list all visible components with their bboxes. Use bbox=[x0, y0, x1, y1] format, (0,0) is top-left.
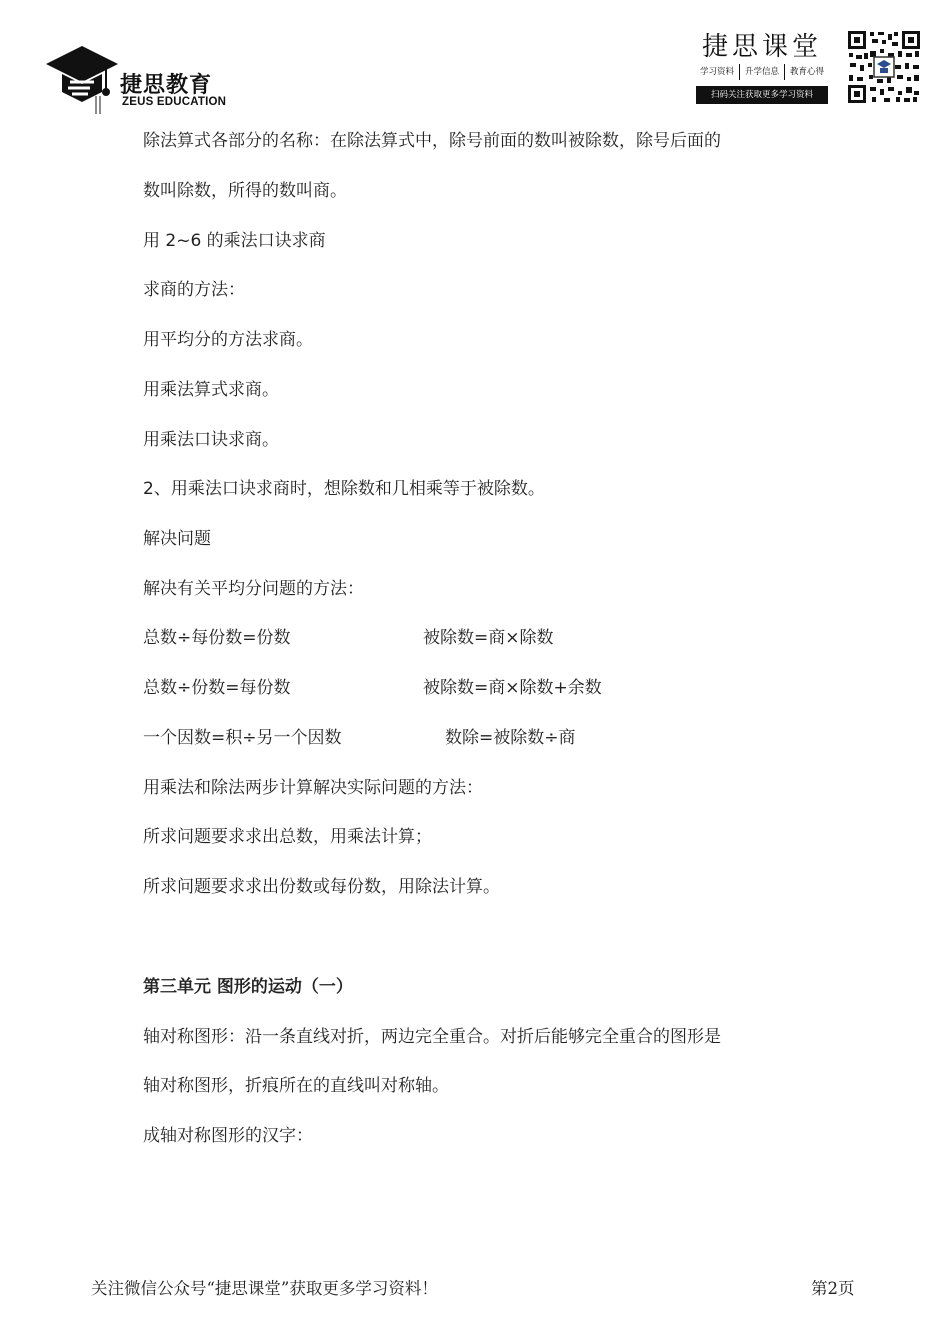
text-line: 用乘法和除法两步计算解决实际问题的方法： bbox=[143, 778, 483, 798]
formula-left: 一个因数=积÷另一个因数 bbox=[143, 728, 342, 748]
formula-row bbox=[143, 626, 823, 650]
brand-tag: 升学信息 bbox=[744, 67, 779, 77]
text-line: 解决有关平均分问题的方法： bbox=[143, 579, 364, 599]
logo-chinese-name: 捷思教育 bbox=[120, 73, 213, 98]
formula-left: 总数÷每份数=份数 bbox=[143, 628, 291, 648]
text-line: 轴对称图形：沿一条直线对折，两边完全重合。对折后能够完全重合的图形是 bbox=[143, 1027, 721, 1047]
footer-note: 关注微信公众号“捷思课堂”获取更多学习资料！ bbox=[91, 1279, 438, 1298]
brand-title: 捷思课堂 bbox=[701, 32, 822, 62]
text-line: 用乘法算式求商。 bbox=[143, 380, 279, 400]
formula-right: 被除数=商×除数+余数 bbox=[423, 678, 602, 698]
graduation-cap-icon bbox=[44, 44, 124, 116]
qr-code-icon bbox=[847, 30, 921, 104]
brand-tag: 学习资料 bbox=[699, 67, 734, 77]
text-line: 所求问题要求求出份数或每份数，用除法计算。 bbox=[143, 877, 500, 897]
brand-tag: 教育心得 bbox=[790, 67, 825, 77]
text-line: 所求问题要求求出总数，用乘法计算； bbox=[143, 827, 432, 847]
qr-code[interactable] bbox=[847, 30, 921, 104]
text-line: 用乘法口诀求商。 bbox=[143, 430, 279, 450]
text-line: 成轴对称图形的汉字： bbox=[143, 1126, 313, 1146]
brand-scan-bar: 扫码关注获取更多学习资料 bbox=[696, 86, 828, 104]
brand-tags bbox=[694, 64, 830, 80]
text-line: 数叫除数，所得的数叫商。 bbox=[143, 181, 347, 201]
text-line: 2、用乘法口诀求商时，想除数和几相乘等于被除数。 bbox=[143, 479, 545, 499]
zeus-education-logo bbox=[44, 44, 244, 116]
section-heading: 第三单元 图形的运动（一） bbox=[143, 977, 353, 997]
logo-english-name: ZEUS EDUCATION bbox=[122, 96, 227, 108]
text-line: 用 2~6 的乘法口诀求商 bbox=[143, 231, 326, 251]
text-line: 求商的方法： bbox=[143, 280, 245, 300]
text-line: 轴对称图形，折痕所在的直线叫对称轴。 bbox=[143, 1076, 449, 1096]
formula-right: 数除=被除数÷商 bbox=[445, 728, 576, 748]
brand-block bbox=[694, 26, 830, 108]
formula-right: 被除数=商×除数 bbox=[423, 628, 554, 648]
text-line: 用平均分的方法求商。 bbox=[143, 330, 313, 350]
page-number: 第2页 bbox=[811, 1279, 855, 1298]
formula-row bbox=[143, 676, 823, 700]
formula-row bbox=[143, 726, 823, 750]
text-line: 解决问题 bbox=[143, 529, 211, 549]
formula-left: 总数÷份数=每份数 bbox=[143, 678, 291, 698]
text-line: 除法算式各部分的名称：在除法算式中，除号前面的数叫被除数，除号后面的 bbox=[143, 131, 721, 151]
